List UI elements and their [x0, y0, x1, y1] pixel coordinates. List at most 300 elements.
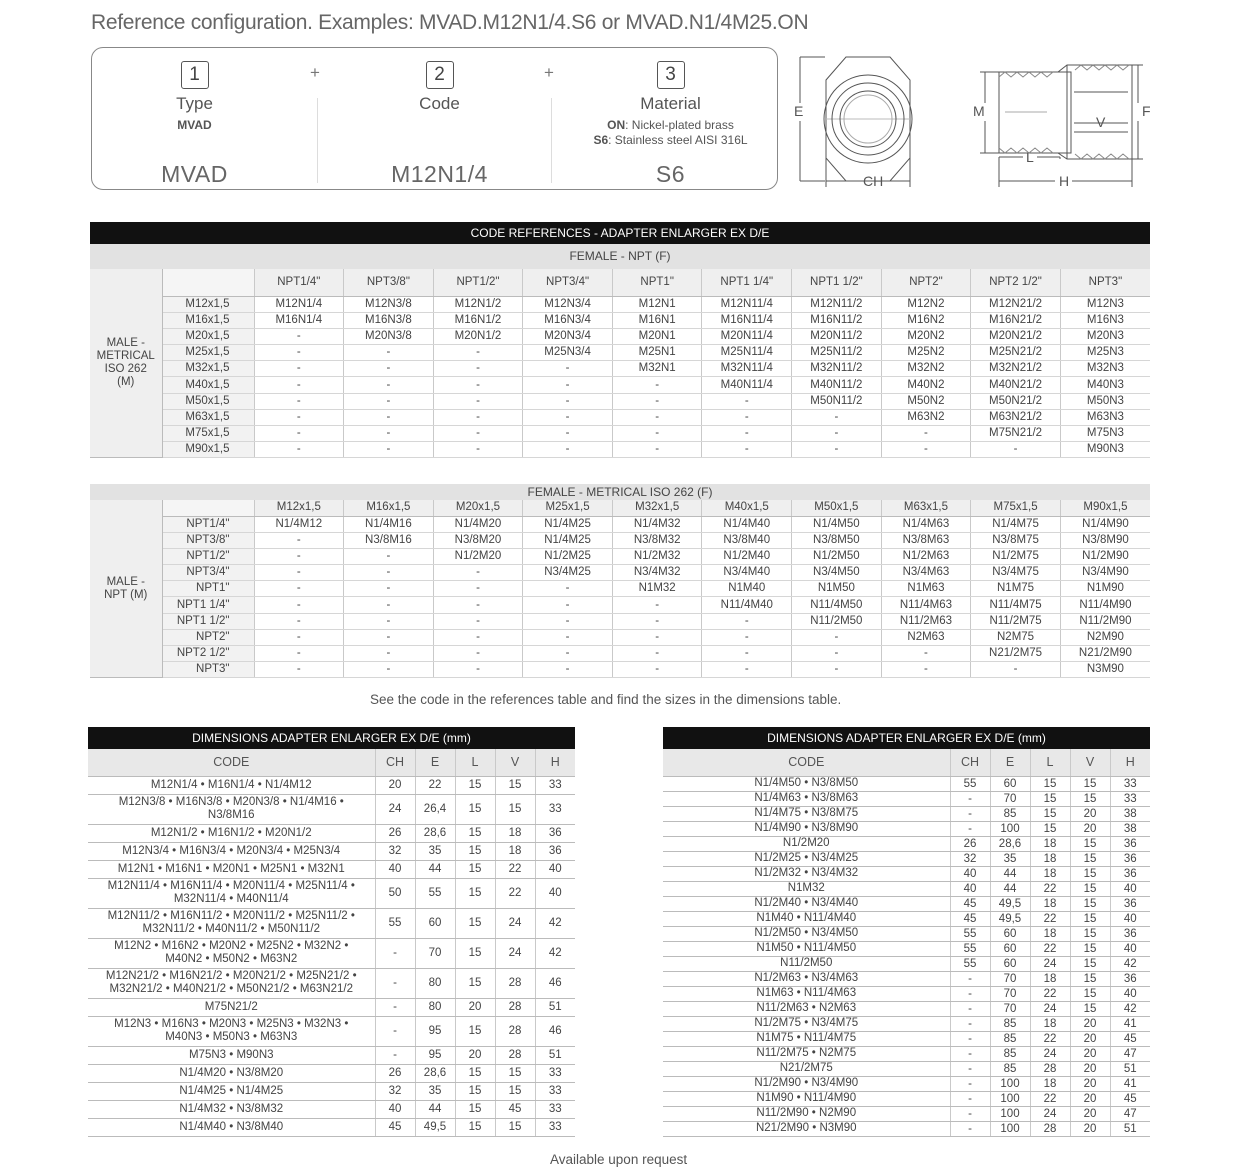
table-row — [663, 1046, 1150, 1061]
code-cell: - — [792, 662, 882, 678]
dim-code: N1/2M32 • N3/4M32 — [663, 866, 950, 881]
step-number: 3 — [657, 61, 685, 89]
dim-value: 24 — [495, 908, 535, 938]
row-header: M16x1,5 — [162, 312, 254, 328]
table-row — [90, 646, 1150, 662]
dim-value: 22 — [1030, 1031, 1070, 1046]
code-cell: M20N1 — [612, 328, 702, 344]
dim-code: M75N3 • M90N3 — [88, 1046, 375, 1064]
dim-value: 40 — [950, 866, 990, 881]
ref-title: CODE REFERENCES - ADAPTER ENLARGER EX D/E — [90, 222, 1150, 244]
column-header: M32x1,5 — [612, 500, 702, 516]
dim-code: N1/2M20 — [663, 836, 950, 851]
code-cell: N21/2M75 — [971, 646, 1061, 662]
code-cell: - — [702, 409, 792, 425]
dim-value: 49,5 — [990, 911, 1030, 926]
table-row — [88, 878, 575, 908]
row-header: M40x1,5 — [162, 377, 254, 393]
row-header: M90x1,5 — [162, 442, 254, 458]
code-cell: M25N3 — [1060, 345, 1150, 361]
code-cell: - — [433, 613, 523, 629]
dim-value: 51 — [535, 998, 575, 1016]
dim-value: 15 — [495, 776, 535, 794]
code-cell: M32N2 — [881, 361, 971, 377]
label-v: V — [1096, 114, 1106, 130]
table-row — [663, 836, 1150, 851]
dim-value: 70 — [990, 971, 1030, 986]
column-header: NPT2 1/2" — [971, 269, 1061, 296]
plus-sign: + — [310, 63, 320, 82]
code-cell: N1/2M50 — [792, 548, 882, 564]
code-cell: M63N21/2 — [971, 409, 1061, 425]
dim-code: M75N21/2 — [88, 998, 375, 1016]
dim-value: 40 — [950, 881, 990, 896]
dim-value: 20 — [455, 998, 495, 1016]
dim-value: 28,6 — [415, 1064, 455, 1082]
code-cell: - — [254, 629, 344, 645]
plus-sign: + — [544, 63, 554, 82]
code-cell: - — [344, 548, 434, 564]
dim-value: 85 — [990, 806, 1030, 821]
code-cell: - — [254, 442, 344, 458]
dim-value: 20 — [1070, 1016, 1110, 1031]
type-code: MVAD — [177, 118, 212, 132]
dim-value: 35 — [990, 851, 1030, 866]
dim-value: 85 — [990, 1016, 1030, 1031]
dim-value: 26 — [375, 1064, 415, 1082]
code-cell: - — [523, 613, 613, 629]
configuration-box — [91, 47, 778, 190]
dim-value: 60 — [990, 956, 1030, 971]
dim-value: 36 — [535, 842, 575, 860]
dim-value: 49,5 — [415, 1118, 455, 1136]
dim-value: 38 — [1110, 821, 1150, 836]
code-cell: M25N2 — [881, 345, 971, 361]
table-row — [663, 806, 1150, 821]
dim-value: 18 — [495, 842, 535, 860]
code-cell: - — [433, 442, 523, 458]
code-cell: - — [344, 361, 434, 377]
table-row — [663, 881, 1150, 896]
code-cell: N3/8M20 — [433, 532, 523, 548]
table-row — [88, 1118, 575, 1136]
table-row — [90, 532, 1150, 548]
table-row — [90, 345, 1150, 361]
dim-value: 38 — [1110, 806, 1150, 821]
code-cell: - — [523, 409, 613, 425]
dim-value: 15 — [1030, 791, 1070, 806]
dim-code: N11/2M75 • N2M75 — [663, 1046, 950, 1061]
dim-value: 70 — [990, 986, 1030, 1001]
dim-value: 24 — [1030, 956, 1070, 971]
table-row — [663, 941, 1150, 956]
dim-value: 15 — [455, 860, 495, 878]
label-m: M — [973, 103, 985, 119]
code-cell: M12N21/2 — [971, 296, 1061, 312]
dim-value: 55 — [950, 956, 990, 971]
dim-code: N1/4M75 • N3/8M75 — [663, 806, 950, 821]
dim-value: 28,6 — [990, 836, 1030, 851]
code-cell: - — [612, 613, 702, 629]
dim-value: 40 — [1110, 941, 1150, 956]
dim-code: M12N21/2 • M16N21/2 • M20N21/2 • M25N21/2 • M32N21/2 • M40N21/2 • M50N21/2 • M63N21/2 — [88, 968, 375, 998]
dim-code: N1/4M20 • N3/8M20 — [88, 1064, 375, 1082]
material-code: ON — [607, 118, 626, 132]
dim-value: 42 — [1110, 1001, 1150, 1016]
dim-code: N21/2M90 • N3M90 — [663, 1121, 950, 1136]
dim-value: 18 — [1030, 926, 1070, 941]
code-cell: N1/4M25 — [523, 516, 613, 532]
dim-code: N11/2M63 • N2M63 — [663, 1001, 950, 1016]
code-cell: - — [702, 646, 792, 662]
code-cell: M20N11/2 — [792, 328, 882, 344]
dim-value: - — [950, 1091, 990, 1106]
dim-value: 55 — [375, 908, 415, 938]
code-cell: M40N2 — [881, 377, 971, 393]
code-cell: N1M90 — [1060, 581, 1150, 597]
table-row — [663, 866, 1150, 881]
dim-code: M12N3 • M16N3 • M20N3 • M25N3 • M32N3 • M40N3 • M50N3 • M63N3 — [88, 1016, 375, 1046]
dim-value: - — [950, 1121, 990, 1136]
code-cell: - — [254, 345, 344, 361]
column-header: NPT3/8" — [344, 269, 434, 296]
code-cell: - — [344, 345, 434, 361]
dim-value: 51 — [1110, 1061, 1150, 1076]
dim-value: 95 — [415, 1046, 455, 1064]
dim-header: CH — [950, 749, 990, 776]
code-cell: M12N11/2 — [792, 296, 882, 312]
code-cell: - — [612, 646, 702, 662]
divider — [551, 98, 552, 183]
dim-value: 41 — [1110, 1076, 1150, 1091]
dim-value: 85 — [990, 1046, 1030, 1061]
table-row — [90, 409, 1150, 425]
table-row — [663, 791, 1150, 806]
dim-value: 15 — [1070, 851, 1110, 866]
dim-value: 28,6 — [415, 824, 455, 842]
code-cell: - — [344, 662, 434, 678]
dim-code: N1M90 • N11/4M90 — [663, 1091, 950, 1106]
dim-value: 55 — [415, 878, 455, 908]
dim-value: 20 — [1070, 1076, 1110, 1091]
column-header: NPT3" — [1060, 269, 1150, 296]
dim-value: 15 — [1070, 956, 1110, 971]
dim-code: M12N1/4 • M16N1/4 • N1/4M12 — [88, 776, 375, 794]
dim-code: M12N1 • M16N1 • M20N1 • M25N1 • M32N1 — [88, 860, 375, 878]
dim-value: 15 — [455, 938, 495, 968]
dim-value: 15 — [455, 1064, 495, 1082]
code-cell: - — [881, 426, 971, 442]
code-cell: M20N1/2 — [433, 328, 523, 344]
column-header: NPT1/4" — [254, 269, 344, 296]
code-cell: N3/4M75 — [971, 565, 1061, 581]
dim-value: 20 — [1070, 1106, 1110, 1121]
code-cell: N3/8M50 — [792, 532, 882, 548]
code-cell: M40N3 — [1060, 377, 1150, 393]
table-row — [90, 377, 1150, 393]
dim-value: 15 — [1030, 776, 1070, 791]
availability-note: Available upon request — [550, 1152, 688, 1167]
code-cell: N21/2M90 — [1060, 646, 1150, 662]
table-row — [663, 986, 1150, 1001]
code-cell: - — [344, 377, 434, 393]
table-row — [663, 851, 1150, 866]
reference-tables — [90, 222, 1150, 458]
column-header: M63x1,5 — [881, 500, 971, 516]
dim-value: 51 — [1110, 1121, 1150, 1136]
table-row — [90, 426, 1150, 442]
dim-code: N1/2M63 • N3/4M63 — [663, 971, 950, 986]
column-header: M16x1,5 — [344, 500, 434, 516]
code-cell: M12N3 — [1060, 296, 1150, 312]
code-cell: N1M50 — [792, 581, 882, 597]
dim-value: 100 — [990, 1106, 1030, 1121]
dim-value: - — [375, 1046, 415, 1064]
dim-header-row — [88, 749, 575, 776]
code-cell: - — [702, 629, 792, 645]
config-value: MVAD — [161, 161, 228, 187]
dim-value: 36 — [1110, 971, 1150, 986]
code-cell: N3/8M63 — [881, 532, 971, 548]
code-cell: - — [612, 409, 702, 425]
code-cell: M16N11/2 — [792, 312, 882, 328]
code-cell: - — [254, 565, 344, 581]
code-cell: N1M40 — [702, 581, 792, 597]
code-cell: - — [254, 646, 344, 662]
code-cell: N3/4M50 — [792, 565, 882, 581]
dim-title-right: DIMENSIONS ADAPTER ENLARGER EX D/E (mm) — [663, 727, 1150, 749]
config-label: Type — [176, 94, 213, 113]
dim-value: 60 — [415, 908, 455, 938]
config-material — [568, 48, 773, 189]
dim-value: 44 — [990, 881, 1030, 896]
label-f: F — [1142, 103, 1151, 119]
code-cell: - — [523, 662, 613, 678]
dim-value: 42 — [1110, 956, 1150, 971]
dim-value: 33 — [535, 1064, 575, 1082]
dim-value: - — [950, 1106, 990, 1121]
column-header: M12x1,5 — [254, 500, 344, 516]
dim-value: 15 — [1070, 1001, 1110, 1016]
dim-value: 15 — [455, 908, 495, 938]
table-row — [663, 1106, 1150, 1121]
table-row — [90, 361, 1150, 377]
dim-header: E — [415, 749, 455, 776]
code-cell: - — [344, 442, 434, 458]
code-cell: M12N1/4 — [254, 296, 344, 312]
code-cell: N1M75 — [971, 581, 1061, 597]
dim-value: 42 — [535, 908, 575, 938]
dim-value: 46 — [535, 1016, 575, 1046]
dim-value: 33 — [535, 1118, 575, 1136]
dim-value: 45 — [950, 896, 990, 911]
code-cell: N3/4M90 — [1060, 565, 1150, 581]
dim-code: N11/2M90 • N2M90 — [663, 1106, 950, 1121]
code-cell: M32N1 — [612, 361, 702, 377]
table-row — [88, 776, 575, 794]
table-row — [90, 581, 1150, 597]
code-cell: - — [254, 597, 344, 613]
reference-note: See the code in the references table and find the sizes in the dimensions table. — [370, 692, 842, 707]
code-cell: - — [971, 442, 1061, 458]
dim-code: M12N1/2 • M16N1/2 • M20N1/2 — [88, 824, 375, 842]
dim-value: 36 — [1110, 896, 1150, 911]
dim-code: N1/4M63 • N3/8M63 — [663, 791, 950, 806]
code-cell: N1/2M75 — [971, 548, 1061, 564]
code-cell: N2M75 — [971, 629, 1061, 645]
dim-value: - — [950, 986, 990, 1001]
dim-value: 15 — [495, 1064, 535, 1082]
code-cell: N1/4M75 — [971, 516, 1061, 532]
code-cell: N1/2M20 — [433, 548, 523, 564]
dim-value: 15 — [455, 1016, 495, 1046]
code-cell: M50N21/2 — [971, 393, 1061, 409]
dim-value: 36 — [1110, 851, 1150, 866]
dim-value: 45 — [375, 1118, 415, 1136]
table-row — [90, 565, 1150, 581]
code-cell: M32N11/2 — [792, 361, 882, 377]
code-cell: - — [433, 646, 523, 662]
code-cell: - — [523, 646, 613, 662]
dim-value: 35 — [415, 842, 455, 860]
code-cell: N3/4M25 — [523, 565, 613, 581]
dim-value: 46 — [535, 968, 575, 998]
dim-value: - — [950, 1031, 990, 1046]
code-cell: - — [702, 613, 792, 629]
dim-value: 15 — [1070, 986, 1110, 1001]
dim-value: 70 — [990, 1001, 1030, 1016]
table1-group: FEMALE - NPT (F) — [90, 244, 1150, 269]
code-cell: N1/4M16 — [344, 516, 434, 532]
code-cell: N1/2M32 — [612, 548, 702, 564]
code-cell: - — [523, 377, 613, 393]
dim-value: 55 — [950, 941, 990, 956]
dim-value: 18 — [1030, 851, 1070, 866]
dim-value: 15 — [1070, 776, 1110, 791]
dim-value: 26 — [375, 824, 415, 842]
dim-value: 100 — [990, 1076, 1030, 1091]
code-cell: N3M90 — [1060, 662, 1150, 678]
dim-value: 51 — [535, 1046, 575, 1064]
dim-value: - — [950, 1046, 990, 1061]
code-cell: M16N21/2 — [971, 312, 1061, 328]
table-row — [663, 776, 1150, 791]
dim-header: V — [1070, 749, 1110, 776]
code-cell: M32N21/2 — [971, 361, 1061, 377]
table-row — [88, 1016, 575, 1046]
dim-value: 80 — [415, 998, 455, 1016]
row-header: NPT1/4" — [162, 516, 254, 532]
column-header: NPT2" — [881, 269, 971, 296]
code-cell: N1/4M40 — [702, 516, 792, 532]
table-row — [90, 516, 1150, 532]
dim-value: 15 — [1070, 941, 1110, 956]
table1-side-label: MALE - METRICAL ISO 262 (M) — [90, 269, 162, 458]
dim-value: 40 — [1110, 911, 1150, 926]
column-header: M75x1,5 — [971, 500, 1061, 516]
dim-value: 50 — [375, 878, 415, 908]
dim-header: E — [990, 749, 1030, 776]
code-cell: - — [254, 361, 344, 377]
code-cell: - — [433, 597, 523, 613]
code-cell: N1/4M20 — [433, 516, 523, 532]
dim-value: 22 — [1030, 911, 1070, 926]
table-row — [90, 662, 1150, 678]
code-cell: N3/8M90 — [1060, 532, 1150, 548]
dim-value: 40 — [375, 1100, 415, 1118]
dim-value: 22 — [495, 860, 535, 878]
table-row — [663, 821, 1150, 836]
dim-value: - — [375, 998, 415, 1016]
dim-header: CODE — [663, 749, 950, 776]
dim-value: 15 — [455, 1118, 495, 1136]
code-cell: - — [344, 629, 434, 645]
code-cell: - — [433, 662, 523, 678]
dim-value: 15 — [455, 968, 495, 998]
dim-value: 26,4 — [415, 794, 455, 824]
dim-value: - — [375, 938, 415, 968]
code-cell: N1/4M90 — [1060, 516, 1150, 532]
code-cell: N3/8M40 — [702, 532, 792, 548]
dim-value: 22 — [1030, 986, 1070, 1001]
dim-code: N1M63 • N11/4M63 — [663, 986, 950, 1001]
code-cell: - — [792, 646, 882, 662]
dim-value: 24 — [1030, 1106, 1070, 1121]
config-label: Code — [419, 94, 460, 113]
code-cell: - — [612, 426, 702, 442]
code-cell: - — [433, 377, 523, 393]
column-header: NPT1" — [612, 269, 702, 296]
table-row — [90, 548, 1150, 564]
code-cell: - — [344, 409, 434, 425]
dim-header-row — [663, 749, 1150, 776]
table-row — [663, 926, 1150, 941]
dim-value: 35 — [415, 1082, 455, 1100]
code-cell: N3/4M32 — [612, 565, 702, 581]
code-cell: N1/4M50 — [792, 516, 882, 532]
row-header: M32x1,5 — [162, 361, 254, 377]
dim-value: 15 — [455, 1100, 495, 1118]
dim-value: 49,5 — [990, 896, 1030, 911]
code-cell: M12N3/4 — [523, 296, 613, 312]
code-cell: - — [612, 442, 702, 458]
dim-value: 45 — [1110, 1031, 1150, 1046]
table-row — [663, 1001, 1150, 1016]
table-row — [90, 312, 1150, 328]
code-cell: N1M32 — [612, 581, 702, 597]
dim-value: 24 — [1030, 1001, 1070, 1016]
dim-value: 40 — [1110, 986, 1150, 1001]
dim-code: M12N3/8 • M16N3/8 • M20N3/8 • N1/4M16 • N3/8M16 — [88, 794, 375, 824]
code-cell: - — [523, 597, 613, 613]
dim-title-left: DIMENSIONS ADAPTER ENLARGER EX D/E (mm) — [88, 727, 575, 749]
code-cell: M32N3 — [1060, 361, 1150, 377]
table-row — [663, 1091, 1150, 1106]
dim-code: M12N11/4 • M16N11/4 • M20N11/4 • M25N11/4 • M32N11/4 • M40N11/4 — [88, 878, 375, 908]
dim-value: 20 — [1070, 1061, 1110, 1076]
table-row — [88, 938, 575, 968]
dim-value: 15 — [1070, 971, 1110, 986]
code-cell: - — [702, 426, 792, 442]
column-header: NPT1/2" — [433, 269, 523, 296]
column-header: M50x1,5 — [792, 500, 882, 516]
table-row — [663, 971, 1150, 986]
table-row — [663, 896, 1150, 911]
table-row — [88, 860, 575, 878]
code-cell: - — [702, 442, 792, 458]
dim-code: N1M32 — [663, 881, 950, 896]
dim-value: 44 — [415, 860, 455, 878]
